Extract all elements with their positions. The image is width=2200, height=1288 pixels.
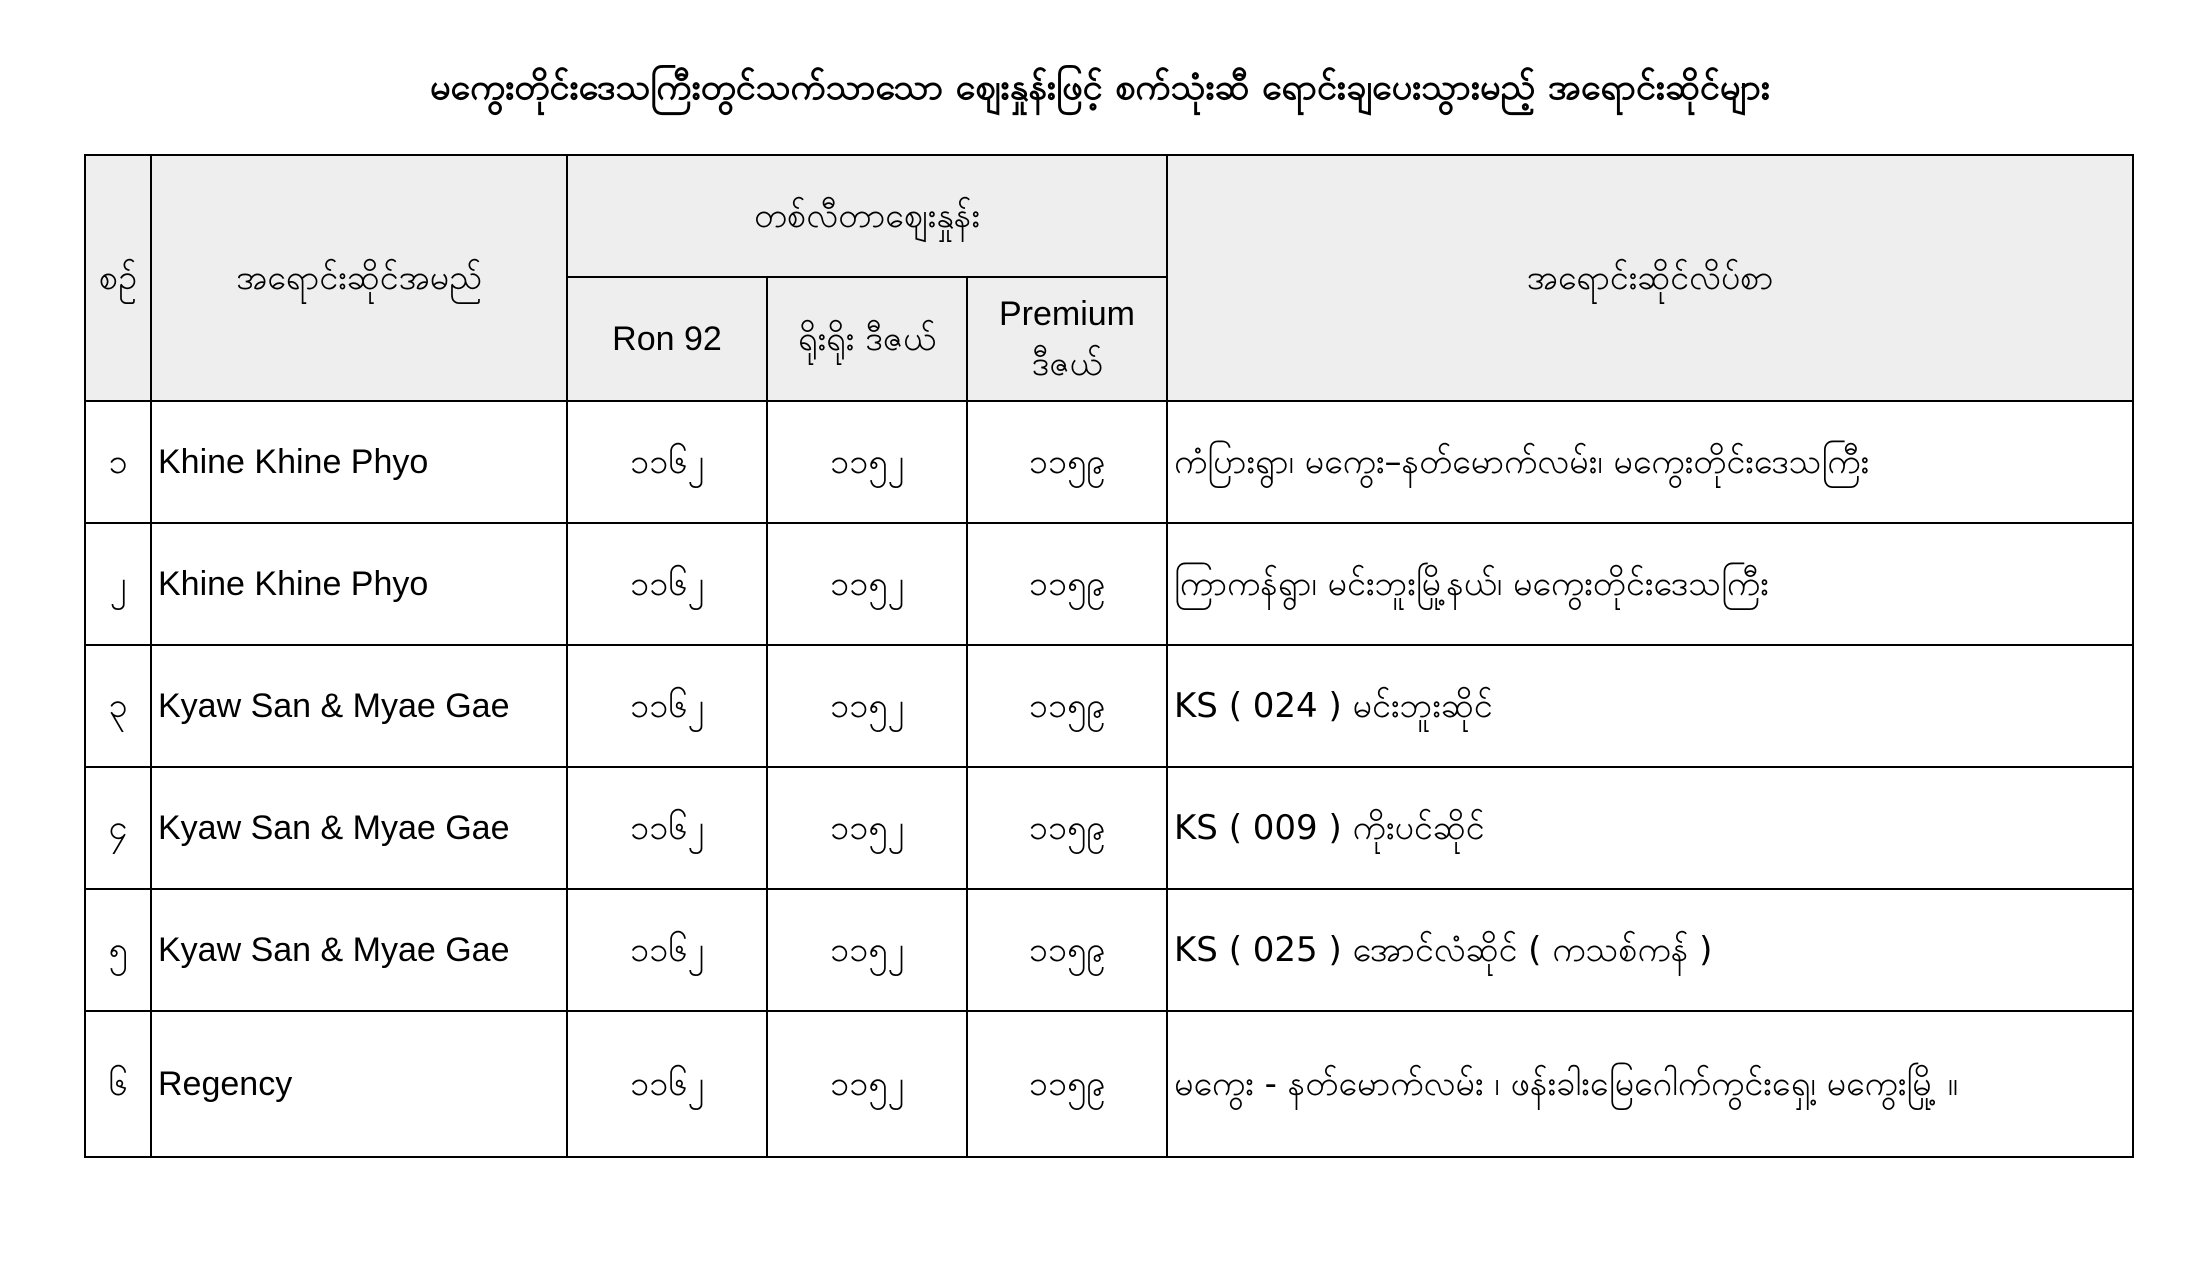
table-row bbox=[85, 889, 2133, 1011]
station-name: Khine Khine Phyo bbox=[151, 523, 567, 645]
station-address: KS ( 024 ) မင်းဘူးဆိုင် bbox=[1167, 645, 2133, 767]
header-diesel: ရိုးရိုး ဒီဇယ် bbox=[767, 277, 967, 401]
price-diesel: ၁၁၅၂ bbox=[767, 767, 967, 889]
price-diesel: ၁၁၅၂ bbox=[767, 1011, 967, 1157]
price-diesel: ၁၁၅၂ bbox=[767, 523, 967, 645]
header-station-name: အရောင်းဆိုင်အမည် bbox=[151, 155, 567, 401]
price-ron92: ၁၁၆၂ bbox=[567, 1011, 767, 1157]
price-ron92: ၁၁၆၂ bbox=[567, 401, 767, 523]
price-premium-diesel: ၁၁၅၉ bbox=[967, 523, 1167, 645]
document-title: မကွေးတိုင်းဒေသကြီးတွင်သက်သာသော ဈေးနှုန်းဖြင့် စက်သုံးဆီ ရောင်းချပေးသွားမည့် အရောင်းဆိုင်များ bbox=[429, 67, 1771, 108]
table-row bbox=[85, 523, 2133, 645]
station-name: Kyaw San & Myae Gae bbox=[151, 889, 567, 1011]
station-address: ကံပြားရွာ၊ မကွေး–နတ်မောက်လမ်း၊ မကွေးတိုင်းဒေသကြီး bbox=[1167, 401, 2133, 523]
table-row bbox=[85, 1011, 2133, 1157]
row-number: ၁ bbox=[85, 401, 151, 523]
price-ron92: ၁၁၆၂ bbox=[567, 889, 767, 1011]
price-premium-diesel: ၁၁၅၉ bbox=[967, 767, 1167, 889]
header-ron92: Ron 92 bbox=[567, 277, 767, 401]
price-diesel: ၁၁၅၂ bbox=[767, 889, 967, 1011]
price-premium-diesel: ၁၁၅၉ bbox=[967, 889, 1167, 1011]
price-diesel: ၁၁၅၂ bbox=[767, 401, 967, 523]
row-number: ၃ bbox=[85, 645, 151, 767]
station-address: KS ( 025 ) အောင်လံဆိုင် ( ကသစ်ကန် ) bbox=[1167, 889, 2133, 1011]
price-ron92: ၁၁၆၂ bbox=[567, 767, 767, 889]
station-name: Kyaw San & Myae Gae bbox=[151, 767, 567, 889]
station-address: မကွေး - နတ်မောက်လမ်း ၊ ဖန်းခါးမြေဂေါက်ကွင်းရှေ့၊ မကွေးမြို့ ။ bbox=[1167, 1011, 2133, 1157]
header-price-per-liter: တစ်လီတာဈေးနှုန်း bbox=[567, 155, 1167, 277]
price-diesel: ၁၁၅၂ bbox=[767, 645, 967, 767]
table-row bbox=[85, 645, 2133, 767]
table-header-row bbox=[85, 155, 2133, 277]
station-address: KS ( 009 ) ကိုးပင်ဆိုင် bbox=[1167, 767, 2133, 889]
table-row bbox=[85, 767, 2133, 889]
price-ron92: ၁၁၆၂ bbox=[567, 523, 767, 645]
station-address: ကြာကန်ရွာ၊ မင်းဘူးမြို့နယ်၊ မကွေးတိုင်းဒေသကြီး bbox=[1167, 523, 2133, 645]
header-station-address: အရောင်းဆိုင်လိပ်စာ bbox=[1167, 155, 2133, 401]
header-no: စဉ် bbox=[85, 155, 151, 401]
row-number: ၄ bbox=[85, 767, 151, 889]
station-name: Regency bbox=[151, 1011, 567, 1157]
price-premium-diesel: ၁၁၅၉ bbox=[967, 645, 1167, 767]
price-premium-diesel: ၁၁၅၉ bbox=[967, 1011, 1167, 1157]
header-premium-diesel: Premium ဒီဇယ် bbox=[967, 277, 1167, 401]
row-number: ၂ bbox=[85, 523, 151, 645]
row-number: ၆ bbox=[85, 1011, 151, 1157]
row-number: ၅ bbox=[85, 889, 151, 1011]
station-name: Khine Khine Phyo bbox=[151, 401, 567, 523]
price-ron92: ၁၁၆၂ bbox=[567, 645, 767, 767]
fuel-station-price-table bbox=[84, 154, 2134, 1158]
table-row bbox=[85, 401, 2133, 523]
price-premium-diesel: ၁၁၅၉ bbox=[967, 401, 1167, 523]
station-name: Kyaw San & Myae Gae bbox=[151, 645, 567, 767]
